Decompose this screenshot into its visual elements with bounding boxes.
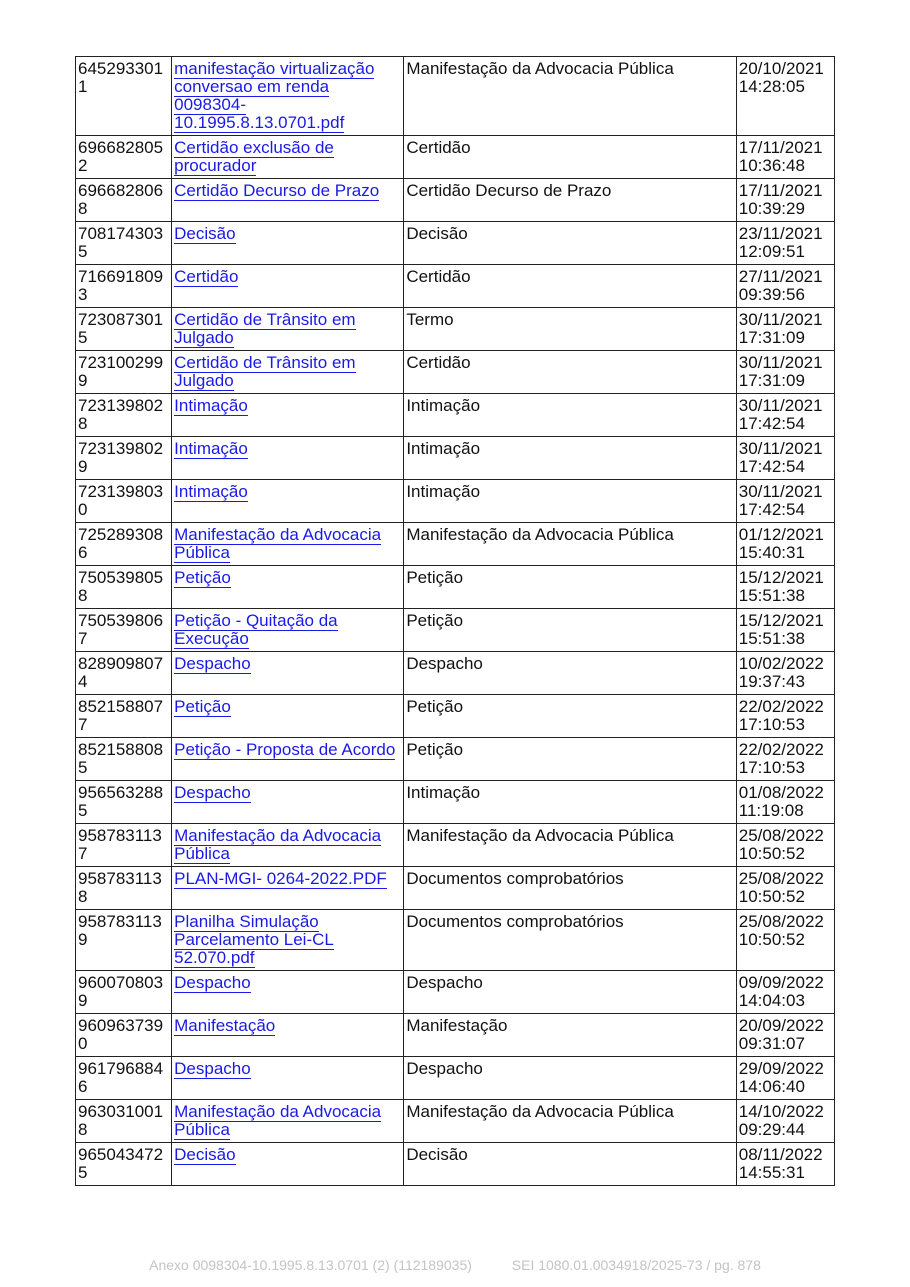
document-time: 10:50:52: [738, 844, 805, 863]
document-time: 10:50:52: [738, 930, 805, 949]
table-row: [76, 179, 835, 222]
document-link-cell: [172, 738, 404, 781]
document-date: 30/11/2021: [738, 353, 823, 372]
document-link[interactable]: Manifestação da Advocacia Pública: [174, 1102, 382, 1139]
document-time: 17:31:09: [738, 371, 805, 390]
document-date: 01/12/2021: [738, 525, 824, 544]
document-date: 01/08/2022: [738, 783, 824, 802]
document-datetime: [736, 738, 834, 781]
document-type: Decisão: [404, 1143, 736, 1186]
document-link-cell: [172, 394, 404, 437]
document-date: 14/10/2022: [738, 1102, 824, 1121]
document-id: 6966828052: [76, 136, 172, 179]
document-time: 17:42:54: [738, 414, 805, 433]
document-datetime: [736, 179, 834, 222]
document-type: Certidão: [404, 351, 736, 394]
document-link[interactable]: Manifestação da Advocacia Pública: [174, 826, 382, 863]
document-link-cell: [172, 222, 404, 265]
document-time: 14:55:31: [738, 1163, 805, 1182]
document-link-cell: [172, 265, 404, 308]
table-row: [76, 523, 835, 566]
document-type: Manifestação da Advocacia Pública: [404, 1100, 736, 1143]
document-id: 7505398067: [76, 609, 172, 652]
document-datetime: [736, 824, 834, 867]
document-time: 09:31:07: [738, 1034, 805, 1053]
document-datetime: [736, 222, 834, 265]
document-time: 12:09:51: [738, 242, 805, 261]
table-row: [76, 1014, 835, 1057]
document-time: 09:39:56: [738, 285, 805, 304]
document-type: Despacho: [404, 971, 736, 1014]
documents-table: [75, 56, 835, 1186]
table-row: [76, 437, 835, 480]
document-link[interactable]: Decisão: [174, 224, 236, 243]
footer-sei-page: SEI 1080.01.0034918/2025-73 / pg. 878: [511, 1257, 761, 1273]
document-time: 10:39:29: [738, 199, 805, 218]
document-link[interactable]: Intimação: [174, 439, 248, 458]
document-date: 25/08/2022: [738, 912, 824, 931]
document-link-cell: [172, 351, 404, 394]
document-type: Termo: [404, 308, 736, 351]
document-datetime: [736, 695, 834, 738]
document-datetime: [736, 867, 834, 910]
document-id: 9609637390: [76, 1014, 172, 1057]
document-link[interactable]: Certidão Decurso de Prazo: [174, 181, 380, 200]
document-date: 08/11/2022: [738, 1145, 823, 1164]
document-datetime: [736, 1014, 834, 1057]
document-datetime: [736, 566, 834, 609]
document-link-cell: [172, 824, 404, 867]
document-link[interactable]: Despacho: [174, 783, 251, 802]
document-type: Petição: [404, 738, 736, 781]
document-id: 9600708039: [76, 971, 172, 1014]
document-datetime: [736, 265, 834, 308]
document-type: Intimação: [404, 394, 736, 437]
document-id: 9587831137: [76, 824, 172, 867]
document-date: 17/11/2021: [738, 181, 823, 200]
document-datetime: [736, 910, 834, 971]
document-id: 9587831139: [76, 910, 172, 971]
document-link-cell: [172, 57, 404, 136]
document-link[interactable]: Despacho: [174, 654, 251, 673]
document-id: 9565632885: [76, 781, 172, 824]
document-link[interactable]: Decisão: [174, 1145, 236, 1164]
document-datetime: [736, 609, 834, 652]
document-link[interactable]: Despacho: [174, 1059, 251, 1078]
document-link[interactable]: Petição: [174, 568, 231, 587]
document-datetime: [736, 971, 834, 1014]
document-type: Intimação: [404, 480, 736, 523]
document-type: Certidão Decurso de Prazo: [404, 179, 736, 222]
document-type: Despacho: [404, 1057, 736, 1100]
document-link-cell: [172, 971, 404, 1014]
document-link[interactable]: Certidão: [174, 267, 239, 286]
table-row: [76, 1100, 835, 1143]
document-link[interactable]: Certidão de Trânsito em Julgado: [174, 353, 356, 390]
document-datetime: [736, 480, 834, 523]
document-date: 27/11/2021: [738, 267, 823, 286]
document-date: 10/02/2022: [738, 654, 824, 673]
document-id: 7166918093: [76, 265, 172, 308]
document-time: 19:37:43: [738, 672, 805, 691]
document-datetime: [736, 1143, 834, 1186]
document-date: 30/11/2021: [738, 439, 823, 458]
document-date: 22/02/2022: [738, 740, 824, 759]
document-time: 15:51:38: [738, 586, 805, 605]
document-link[interactable]: Certidão exclusão de procurador: [174, 138, 334, 175]
document-id: 7230873015: [76, 308, 172, 351]
document-link-cell: [172, 136, 404, 179]
table-row: [76, 910, 835, 971]
document-time: 10:36:48: [738, 156, 805, 175]
document-datetime: [736, 308, 834, 351]
document-id: 8289098074: [76, 652, 172, 695]
document-id: 7231398030: [76, 480, 172, 523]
document-id: 7252893086: [76, 523, 172, 566]
document-id: 8521588077: [76, 695, 172, 738]
document-link-cell: [172, 566, 404, 609]
document-id: 9630310018: [76, 1100, 172, 1143]
document-type: Petição: [404, 609, 736, 652]
document-link-cell: [172, 910, 404, 971]
document-id: 7505398058: [76, 566, 172, 609]
document-date: 23/11/2021: [738, 224, 823, 243]
document-type: Intimação: [404, 437, 736, 480]
document-link[interactable]: manifestação virtualização conversao em renda 0098304-10.1995.8.13.0701.pdf: [174, 59, 375, 132]
document-type: Manifestação da Advocacia Pública: [404, 523, 736, 566]
document-link[interactable]: Despacho: [174, 973, 251, 992]
document-type: Manifestação da Advocacia Pública: [404, 57, 736, 136]
footer-annex: Anexo 0098304-10.1995.8.13.0701 (2) (112189035): [149, 1257, 472, 1273]
table-row: [76, 566, 835, 609]
document-link-cell: [172, 1014, 404, 1057]
document-date: 15/12/2021: [738, 568, 824, 587]
document-id: 7081743035: [76, 222, 172, 265]
document-link[interactable]: Certidão de Trânsito em Julgado: [174, 310, 356, 347]
table-row: [76, 136, 835, 179]
document-datetime: [736, 394, 834, 437]
document-link[interactable]: Planilha Simulação Parcelamento Lei-CL 52.070.pdf: [174, 912, 334, 967]
document-type: Manifestação da Advocacia Pública: [404, 824, 736, 867]
document-datetime: [736, 136, 834, 179]
table-row: [76, 738, 835, 781]
document-time: 17:42:54: [738, 457, 805, 476]
document-id: 6452933011: [76, 57, 172, 136]
document-link-cell: [172, 480, 404, 523]
document-id: 9617968846: [76, 1057, 172, 1100]
page-footer: [0, 1257, 910, 1273]
document-datetime: [736, 652, 834, 695]
table-row: [76, 480, 835, 523]
document-time: 10:50:52: [738, 887, 805, 906]
document-link[interactable]: Intimação: [174, 396, 248, 415]
document-id: 6966828068: [76, 179, 172, 222]
document-link-cell: [172, 1057, 404, 1100]
document-time: 09:29:44: [738, 1120, 805, 1139]
document-link[interactable]: Petição: [174, 697, 231, 716]
document-date: 09/09/2022: [738, 973, 824, 992]
document-link[interactable]: Intimação: [174, 482, 248, 501]
document-type: Decisão: [404, 222, 736, 265]
table-row: [76, 867, 835, 910]
document-type: Petição: [404, 566, 736, 609]
document-date: 17/11/2021: [738, 138, 823, 157]
document-type: Manifestação: [404, 1014, 736, 1057]
document-link-cell: [172, 523, 404, 566]
table-row: [76, 652, 835, 695]
document-type: Certidão: [404, 265, 736, 308]
document-id: 9650434725: [76, 1143, 172, 1186]
document-datetime: [736, 1100, 834, 1143]
table-row: [76, 308, 835, 351]
document-datetime: [736, 351, 834, 394]
document-id: 7231002999: [76, 351, 172, 394]
document-date: 25/08/2022: [738, 869, 824, 888]
document-link-cell: [172, 867, 404, 910]
document-time: 11:19:08: [738, 801, 804, 820]
document-id: 7231398029: [76, 437, 172, 480]
document-link-cell: [172, 179, 404, 222]
document-type: Petição: [404, 695, 736, 738]
document-link-cell: [172, 1143, 404, 1186]
document-link-cell: [172, 437, 404, 480]
document-time: 14:28:05: [738, 77, 805, 96]
document-id: 8521588085: [76, 738, 172, 781]
document-id: 7231398028: [76, 394, 172, 437]
document-type: Certidão: [404, 136, 736, 179]
table-row: [76, 971, 835, 1014]
document-date: 29/09/2022: [738, 1059, 824, 1078]
document-datetime: [736, 781, 834, 824]
table-row: [76, 394, 835, 437]
document-time: 17:42:54: [738, 500, 805, 519]
document-time: 15:40:31: [738, 543, 805, 562]
document-date: 30/11/2021: [738, 310, 823, 329]
document-link[interactable]: Manifestação da Advocacia Pública: [174, 525, 382, 562]
document-datetime: [736, 523, 834, 566]
document-link[interactable]: PLAN-MGI- 0264-2022.PDF: [174, 869, 387, 888]
document-date: 20/10/2021: [738, 59, 824, 78]
document-link[interactable]: Petição - Proposta de Acordo: [174, 740, 396, 759]
document-date: 30/11/2021: [738, 482, 823, 501]
document-link-cell: [172, 781, 404, 824]
document-type: Despacho: [404, 652, 736, 695]
document-date: 20/09/2022: [738, 1016, 824, 1035]
document-date: 15/12/2021: [738, 611, 824, 630]
document-link-cell: [172, 652, 404, 695]
table-row: [76, 824, 835, 867]
document-datetime: [736, 1057, 834, 1100]
document-time: 17:10:53: [738, 715, 805, 734]
table-row: [76, 1143, 835, 1186]
document-link-cell: [172, 1100, 404, 1143]
document-link-cell: [172, 609, 404, 652]
table-row: [76, 695, 835, 738]
document-datetime: [736, 57, 834, 136]
document-time: 17:31:09: [738, 328, 805, 347]
document-time: 17:10:53: [738, 758, 805, 777]
table-row: [76, 1057, 835, 1100]
document-link[interactable]: Petição - Quitação da Execução: [174, 611, 338, 648]
table-row: [76, 265, 835, 308]
document-type: Intimação: [404, 781, 736, 824]
document-date: 25/08/2022: [738, 826, 824, 845]
document-datetime: [736, 437, 834, 480]
document-link-cell: [172, 695, 404, 738]
table-row: [76, 609, 835, 652]
document-link-cell: [172, 308, 404, 351]
table-row: [76, 222, 835, 265]
document-time: 14:06:40: [738, 1077, 805, 1096]
document-type: Documentos comprobatórios: [404, 910, 736, 971]
table-row: [76, 781, 835, 824]
document-type: Documentos comprobatórios: [404, 867, 736, 910]
table-row: [76, 57, 835, 136]
document-time: 15:51:38: [738, 629, 805, 648]
table-row: [76, 351, 835, 394]
document-date: 22/02/2022: [738, 697, 824, 716]
document-time: 14:04:03: [738, 991, 805, 1010]
document-link[interactable]: Manifestação: [174, 1016, 276, 1035]
document-id: 9587831138: [76, 867, 172, 910]
document-date: 30/11/2021: [738, 396, 823, 415]
